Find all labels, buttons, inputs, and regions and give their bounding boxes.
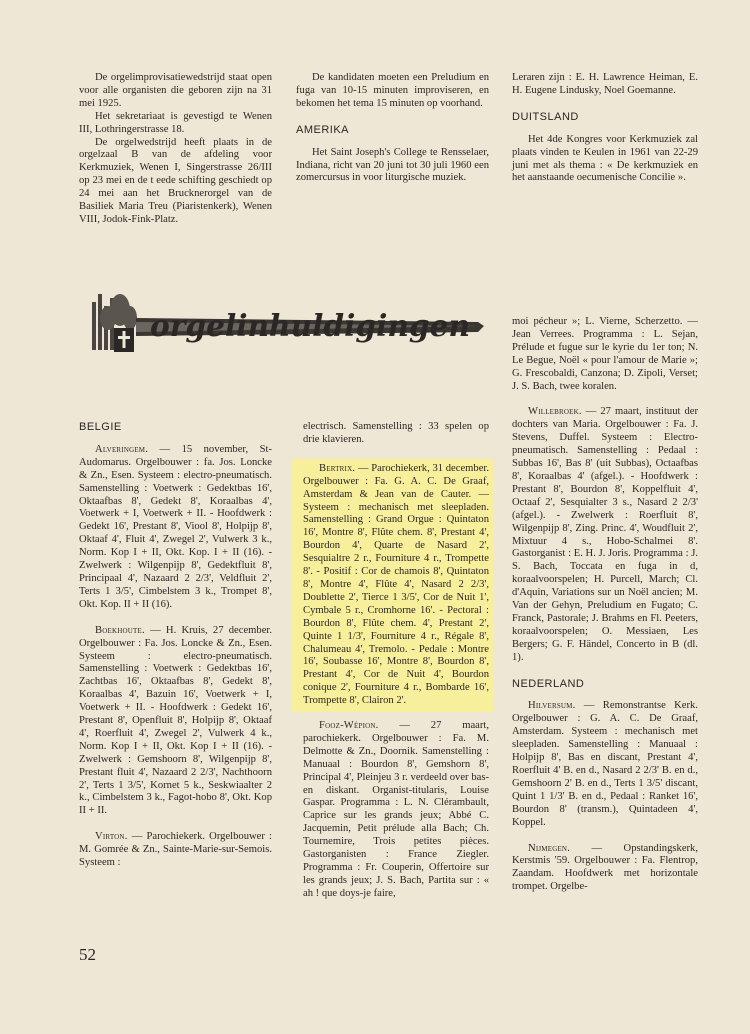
section-heading-duitsland: DUITSLAND <box>512 110 579 123</box>
place-name: Hilversum. <box>528 700 576 712</box>
paragraph: Leraren zijn : E. H. Lawrence Heiman, E. H. Eugene Lindusky, Noel Goemanne. <box>512 72 698 96</box>
entry-willebroek: Willebroek. — 27 maart, instituut der dochters van Maria. Orgelbouwer : Fa. J. Stevens, Duffel. Systeem : Electro-pneumatisch. Samenstelling : Pedaal : Subbas 16', Bas 8' (uit Subbas), Octaafbas 8', Koraalbas 4' (afgel.). - Hoofdwerk : Prestant 8', Bourdon 8', Koppelfluit 4', Octaaf 2', Sesquialter 3 s., Nasard 2 2/3' (afgel.). - Zwelwerk : Roerfluit 8', Wilgenpijp 8', Zing. Princ. 4', Woudfluit 2', Mixtuur 4 s., Hobo-Schalmei 8'. Gastorganist : E. H. J. Joris. Programma : J. S. Bach, Toccata en fuga in d, koraalvoorspelen; H. Purcell, March; Cl. d'Aquin, Variations sur un Noël ancien; M. Van der Gehyn, Preludium en Fugato; C. Franck, Pastorale; J. Brahms en Fl. Peeters, koraalvoorspelen; O. Messiaen, Les Bergers; G. F. Händel, Concerto in B (dl. 1). <box>512 406 698 663</box>
paragraph: moi pécheur »; L. Vierne, Scherzetto. — Jean Verrees. Programma : L. Sejan, Prélude et fugue sur le kyrie du 1er ton; N. Le Begue, Noël « pour l'amour de Marie »; G. Frescobaldi, Canzona; D. Zipoli, Verset; J. S. Bach, twee koralen. <box>512 316 698 392</box>
banner-graphic <box>90 288 485 360</box>
column-2-bottom <box>303 421 489 901</box>
entry-hilversum: Hilversum. — Remonstrantse Kerk. Orgelbouwer : G. A. C. De Graaf, Amsterdam. Systeem : mechanisch met sleepladen. Samenstelling : Manuaal : Holpijp 8', Bas en discant, Prestant 4', Roerfluit 4' B. en d., Nasard 2 2/3' B. en d., Gemshoorn 2' B. en d., Terts 1 3/5' discant, Quint 1 1/3' B. en d., Pedaal : Ranket 16', Bourdon 8' (transm.), Quintadeen 4', Koppel. <box>512 700 698 828</box>
column-1-bottom <box>79 421 272 870</box>
entry-fooz-wepion: Fooz-Wépion. — 27 maart, parochiekerk. Orgelbouwer : Fa. M. Delmotte & Zn., Doornik. Samenstelling : Manuaal : Bourdon 8', Gemshorn 8', Principal 4', Pleinjeu 3 r. verdeeld over bas- en diskant. Organist-titularis, Louise Gaspar. Programma : L. N. Clérambault, Caprice sur les grands jeux; Abbé C. Jacquemin, Petit prélude alla Bach; Ch. Tournemire, Trois petites pièces. Gastorganisten : France Ziegler. Programma : Fr. Couperin, Offertoire sur les grands jeux; J. S. Bach, Partita sur : « ah ! que doys-je faire, <box>303 720 489 899</box>
entry-alveringem: Alveringem. — 15 november, St-Audomarus. Orgelbouwer : fa. Jos. Loncke & Zn., Esen. Systeem : electro-pneumatisch. Samenstelling : Voetwerk : Gedektbas 16', Oktaafbas 8', Gedekt 8', Koraalbas 4', Voetwerk + I, Voetwerk + II. - Hoofdwerk : Gedekt 16', Prestant 8', Viool 8', Holpijp 8', Oktaaf 4', Fluit 4', Zwegel 2', Vulwerk 3 k., Norm. Kop I + II, Okt. Kop. I + II (16). - Zwelwerk : Wilgenpijp 8', Gedektfluit 8', Principaal 4', Nazaard 2 2/3', Veldfluit 2', Terts 1 3/5', Cimbelstem 3 k., Trompet 8', Okt. Kop. II + II (16). <box>79 443 272 610</box>
paragraph: Het sekretariaat is gevestigd te Wenen III, Lothringerstrasse 18. <box>79 110 272 135</box>
place-name: Fooz-Wépion. <box>319 720 379 732</box>
place-name: Nijmegen. <box>528 842 571 854</box>
paragraph: De kandidaten moeten een Preludium en fuga van 10-15 minuten improviseren, en bekomen het tema 15 minuten op voorhand. <box>296 72 489 109</box>
highlighted-entry-bertrix: Bertrix. — Parochiekerk, 31 december. Orgelbouwer : Fa. G. A. C. De Graaf, Amsterdam & Jean van de Cauter. — Systeem : mechanisch met sleepladen. Samenstelling : Grand Orgue : Quintaton 16', Montre 8', Flûte chem. 8', Prestant 4', Bourdon 4', Quarte de Nasard 2', Sesquialtre 2 r., Fourniture 4 r., Trompette 8'. - Positif : Cor de chamois 8', Quintaton 8', Montre 4', Flûte 4', Nasard 2 2/3', Doublette 2', Tierce 1 3/5', Cor de Nuit 1', Cymbale 5 r., Cromhorne 16'. - Pectoral : Bourdon 8', Flûte chem. 4', Prestant 2', Quinte 1 1/3', Fourniture 4 r., Régale 8', Chalumeau 4', Tremolo. - Pedale : Montre 16', Soubasse 16', Montre 8', Bourdon 8', Prestant 4', Cor de Nuit 4', Bourdon conique 2', Fourniture 4 r., Bombarde 16', Trompette 8', Clairon 2'. <box>291 459 493 712</box>
section-heading-nederland: NEDERLAND <box>512 677 585 690</box>
place-name: Virton. <box>95 831 128 843</box>
entry-virton: Virton. — Parochiekerk. Orgelbouwer : M. Gomrée & Zn., Sainte-Marie-sur-Semois. Systeem : <box>79 831 272 869</box>
entry-nijmegen: Nijmegen. — Opstandingskerk, Kerstmis '59. Orgelbouwer : Fa. Flentrop, Zaandam. Hoofdwerk met horizontale trompet. Orgelbe- <box>512 842 698 893</box>
place-name: Willebroek. <box>528 406 582 418</box>
page-number: 52 <box>79 945 96 964</box>
place-name: Bertrix. <box>319 462 356 474</box>
paragraph: electrisch. Samenstelling : 33 spelen op drie klavieren. <box>303 421 489 445</box>
banner-title: orgelinhuldigingen <box>150 309 470 344</box>
column-3-top <box>512 72 698 185</box>
paragraph: Het Saint Joseph's College te Rensselaer, Indiana, richt van 20 juni tot 30 juli 1960 een zomercursus in voor liturgische muziek. <box>296 146 489 184</box>
paragraph: De orgelimprovisatiewedstrijd staat open voor alle organisten die geboren zijn na 31 mei 1925. <box>79 72 272 109</box>
section-heading-belgie: BELGIE <box>79 421 122 433</box>
section-banner <box>90 288 485 360</box>
column-1-top <box>79 72 272 227</box>
paragraph: Het 4de Kongres voor Kerkmuziek zal plaats vinden te Keulen in 1961 van 22-29 juni met als thema : « De kerkmuziek en het aanstaande oecumenische Concilie ». <box>512 133 698 184</box>
section-heading-amerika: AMERIKA <box>296 123 350 136</box>
column-3-bottom <box>512 316 698 894</box>
place-name: Alveringem. <box>95 443 149 455</box>
place-name: Boekhoute. <box>95 624 145 636</box>
paragraph: De orgelwedstrijd heeft plaats in de orgelzaal B van de afdeling voor Kerkmuziek, Wenen I, Singerstrasse 26/III op 23 mei en de t eede schifting geschiedt op 24 mei aan het Brucknerorgel van de Basiliek Maria Treu (Piaristenkerk), Wenen VIII, Jodok-Fink-Platz. <box>79 136 272 225</box>
column-2-top <box>296 72 489 185</box>
entry-boekhoute: Boekhoute. — H. Kruis, 27 december. Orgelbouwer : Fa. Jos. Loncke & Zn., Esen. Systeem : electro-pneumatisch. Samenstelling : Voetwerk : Gedektbas 16', Zachtbas 16', Oktaafbas 8', Gedekt 8', Koraalbas 4', Bazuin 16', Voetwerk + I, Voetwerk + II. - Hoofdwerk : Gedekt 16', Prestant 8', Openfluit 8', Holpijp 8', Oktaaf 4', Roerfluit 4', Zwegel 2', Vulwerk 4 k., Norm. Kop I + II, Okt. Kop I + II (16). - Zwelwerk : Gemshoorn 8', Wilgenpijp 8', Prestant fluit 4', Nazaard 2 2/3', Nachthoorn 2', Terts 1 3/5', Kornet 5 k., Seskwiaalter 2 k., Cimbelstem 3 k., Fagot-hobo 8', Okt. Kop II + II. <box>79 624 272 817</box>
